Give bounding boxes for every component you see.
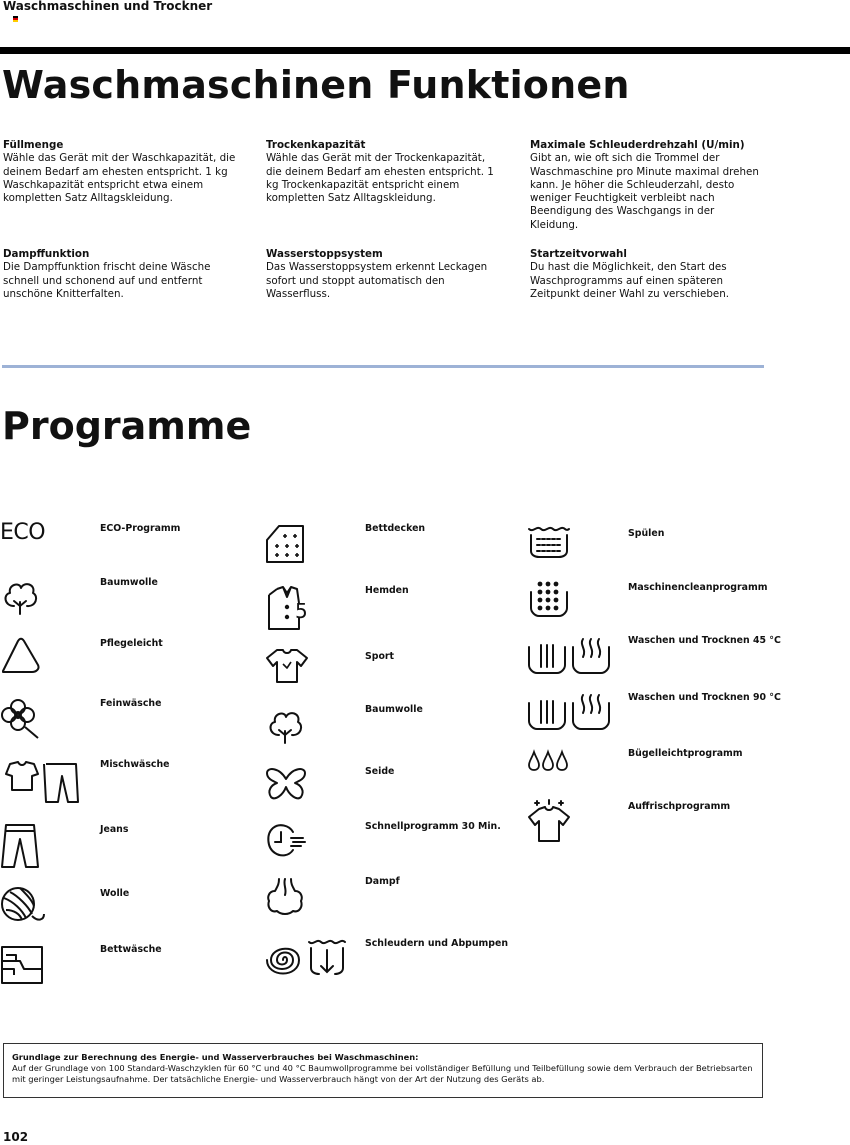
- program-label: Pflegeleicht: [100, 638, 163, 649]
- rinse-icon: [527, 525, 571, 559]
- shirt-icon: [265, 585, 311, 631]
- feature-title: Trockenkapazität: [266, 139, 366, 151]
- functions-title: Waschmaschinen Funktionen: [2, 63, 630, 107]
- feature-text: Gibt an, wie oft sich die Trommel der Waschmaschine pro Minute maximal drehen kann. Je höher die Schleuderzahl, desto weniger Feuchtigkeit verbleibt nach Beendigung des Waschgangs in der Kleidung.: [530, 152, 759, 231]
- program-label: Baumwolle: [365, 704, 423, 715]
- footnote-title: Grundlage zur Berechnung des Energie- und Wasserverbrauches bei Waschmaschinen:: [12, 1052, 419, 1062]
- easy-iron-icon: [527, 750, 571, 772]
- feature-text: Die Dampffunktion frischt deine Wäsche schnell und schonend auf und entfernt unschöne Knitterfalten.: [3, 261, 211, 300]
- silk-icon: [265, 765, 307, 801]
- easy-care-icon: [0, 637, 42, 675]
- machine-clean-icon: [527, 580, 571, 618]
- footnote-box: [3, 1043, 763, 1098]
- page-number: 102: [3, 1130, 29, 1144]
- feature-fuellmenge: [3, 139, 238, 205]
- program-label: Bügelleichtprogramm: [628, 748, 743, 759]
- top-divider: [0, 47, 850, 54]
- program-label: Bettwäsche: [100, 944, 162, 955]
- section-divider: [2, 365, 764, 368]
- german-flag-icon: [13, 16, 18, 22]
- feature-startzeitvorwahl: [530, 248, 765, 301]
- programs-title: Programme: [2, 404, 252, 448]
- wash-dry-icon: [527, 633, 611, 675]
- quick-program-icon: [265, 822, 307, 858]
- feature-text: Wähle das Gerät mit der Waschkapazität, die deinem Bedarf am ehesten entspricht. 1 kg Waschkapazität entspricht etwa einem kompletten Satz Alltagskleidung.: [3, 152, 236, 205]
- program-label: Schleudern und Abpumpen: [365, 938, 509, 949]
- program-label: Dampf: [365, 876, 400, 887]
- feature-text: Wähle das Gerät mit der Trockenkapazität, die deinem Bedarf am ehesten entspricht. 1 kg Trockenkapazität entspricht einem kompletten Satz Alltagskleidung.: [266, 152, 494, 205]
- wash-dry-icon: [527, 689, 611, 731]
- feature-text: Das Wasserstoppsystem erkennt Leckagen sofort und stoppt automatisch den Wasserfluss.: [266, 261, 488, 300]
- delicate-icon: [0, 697, 42, 739]
- program-label: Bettdecken: [365, 523, 426, 534]
- feature-title: Füllmenge: [3, 139, 64, 151]
- feature-wasserstoppsystem: [266, 248, 501, 301]
- cotton-icon: [0, 576, 40, 616]
- eco-icon-text: ECO: [0, 520, 46, 545]
- cotton-icon: [265, 705, 305, 745]
- feature-title: Dampffunktion: [3, 248, 90, 260]
- duvet-icon: [265, 524, 305, 564]
- program-label: Spülen: [628, 528, 665, 539]
- bed-linen-icon: [0, 945, 44, 985]
- feature-text: Du hast die Möglichkeit, den Start des Waschprogramms auf einen späteren Zeitpunkt deiner Wahl zu verschieben.: [530, 261, 730, 300]
- feature-dampffunktion: [3, 248, 238, 301]
- wool-icon: [0, 884, 46, 926]
- jeans-icon: [0, 823, 40, 869]
- program-label: Maschinencleanprogramm: [628, 582, 768, 593]
- feature-title: Startzeitvorwahl: [530, 248, 627, 260]
- feature-trockenkapazitaet: [266, 139, 501, 205]
- program-label: Sport: [365, 651, 395, 662]
- program-label: Waschen und Trocknen 90 °C: [628, 692, 781, 703]
- section-header: Waschmaschinen und Trockner: [3, 0, 213, 13]
- refresh-icon: [527, 799, 571, 843]
- eco-icon: [0, 520, 45, 545]
- program-label: Mischwäsche: [100, 759, 170, 770]
- sport-icon: [265, 648, 309, 684]
- program-label: Seide: [365, 766, 395, 777]
- program-label: Baumwolle: [100, 577, 158, 588]
- program-label: Hemden: [365, 585, 409, 596]
- mixed-laundry-icon: [0, 760, 80, 804]
- program-label: Auffrischprogramm: [628, 801, 731, 812]
- program-label: ECO-Programm: [100, 523, 181, 534]
- feature-title: Wasserstoppsystem: [266, 248, 383, 260]
- footnote-text: Auf der Grundlage von 100 Standard-Waschzyklen für 60 °C und 40 °C Baumwollprogramme bei vollständiger Befüllung und Teilbefüllung sowie dem Verbrauch der Betriebsarten mit geringer Leistungsaufnahme. Der tatsächliche Energie- und Wasserverbrauch hängt von der Art der Nutzung des Geräts ab.: [12, 1063, 753, 1084]
- program-label: Schnellprogramm 30 Min.: [365, 821, 501, 832]
- steam-icon: [265, 877, 305, 917]
- program-label: Wolle: [100, 888, 130, 899]
- feature-schleuderdrehzahl: [530, 139, 765, 232]
- program-label: Jeans: [100, 824, 129, 835]
- program-label: Waschen und Trocknen 45 °C: [628, 635, 781, 646]
- spin-drain-icon: [265, 938, 349, 980]
- feature-title: Maximale Schleuderdrehzahl (U/min): [530, 139, 745, 151]
- shirt-icon-number: 5: [295, 599, 308, 623]
- program-label: Feinwäsche: [100, 698, 162, 709]
